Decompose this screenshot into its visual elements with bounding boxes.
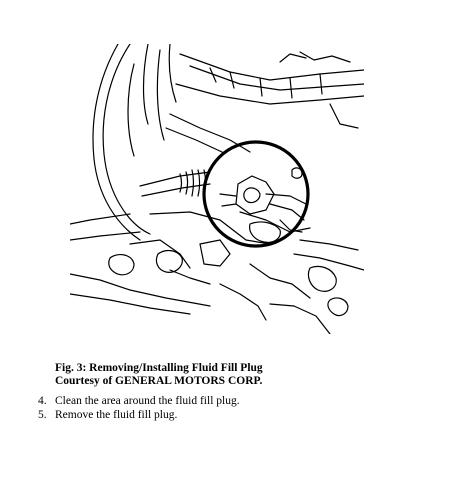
step-number: 4.	[38, 395, 47, 407]
procedure-steps	[38, 394, 240, 422]
step-number: 5.	[38, 409, 47, 421]
frame-drawing	[70, 52, 364, 240]
axle-shaft-drawing	[140, 170, 210, 196]
caption-title: Fig. 3: Removing/Installing Fluid Fill Plug	[55, 362, 263, 374]
step-text: Clean the area around the fluid fill plug.	[55, 395, 240, 407]
step-text: Remove the fluid fill plug.	[55, 409, 178, 421]
illustration-fluid-fill-plug	[70, 44, 364, 334]
caption-courtesy: Courtesy of GENERAL MOTORS CORP.	[55, 375, 263, 387]
figure-caption	[55, 362, 263, 388]
step-item	[38, 394, 240, 408]
step-item	[38, 408, 240, 422]
tire-drawing	[93, 44, 176, 240]
